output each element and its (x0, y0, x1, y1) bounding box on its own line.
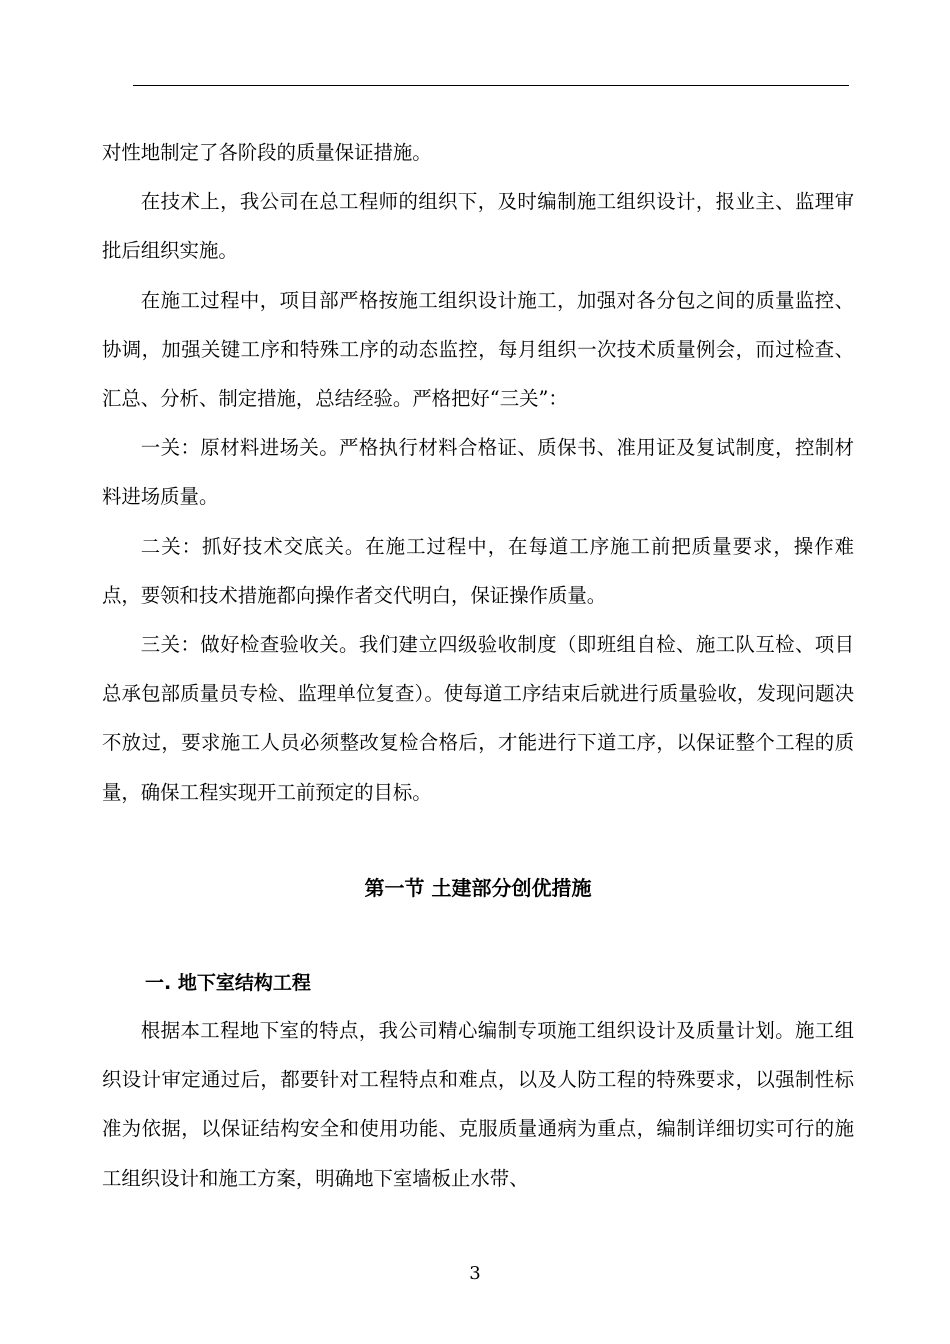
body-text-bottom (102, 1006, 854, 1203)
sub-title: 一. 地下室结构工程 (145, 972, 311, 994)
paragraph-construction-process: 在施工过程中，项目部严格按施工组织设计施工，加强对各分包之间的质量监控、协调，加强关键工序和特殊工序的动态监控，每月组织一次技术质量例会，而过检查、汇总、分析、制定措施，总结经验。严格把好“三关”： (102, 288, 854, 411)
paragraph-technical: 在技术上，我公司在总工程师的组织下，及时编制施工组织设计，报业主、监理审批后组织实施。 (102, 190, 854, 263)
paragraph-first-checkpoint: 一关：原材料进场关。严格执行材料合格证、质保书、准用证及复试制度，控制材料进场质量。 (102, 436, 854, 509)
paragraph-basement: 根据本工程地下室的特点，我公司精心编制专项施工组织设计及质量计划。施工组织设计审定通过后，都要针对工程特点和难点，以及人防工程的特殊要求，以强制性标准为依据，以保证结构安全和使用功能、克服质量通病为重点，编制详细切实可行的施工组织设计和施工方案，明确地下室墙板止水带、 (102, 1019, 854, 1190)
section-title: 第一节 土建部分创优措施 (364, 876, 592, 900)
header-rule (133, 85, 849, 86)
paragraph-continuation: 对性地制定了各阶段的质量保证措施。 (102, 141, 432, 164)
body-text-top (102, 128, 854, 817)
page-number: 3 (469, 1263, 481, 1284)
paragraph-second-checkpoint: 二关：抓好技术交底关。在施工过程中，在每道工序施工前把质量要求，操作难点，要领和技术措施都向操作者交代明白，保证操作质量。 (102, 534, 854, 607)
paragraph-third-checkpoint: 三关：做好检查验收关。我们建立四级验收制度（即班组自检、施工队互检、项目总承包部质量员专检、监理单位复查）。使每道工序结束后就进行质量验收，发现问题决不放过，要求施工人员必须整改复检合格后，才能进行下道工序，以保证整个工程的质量，确保工程实现开工前预定的目标。 (102, 633, 854, 804)
